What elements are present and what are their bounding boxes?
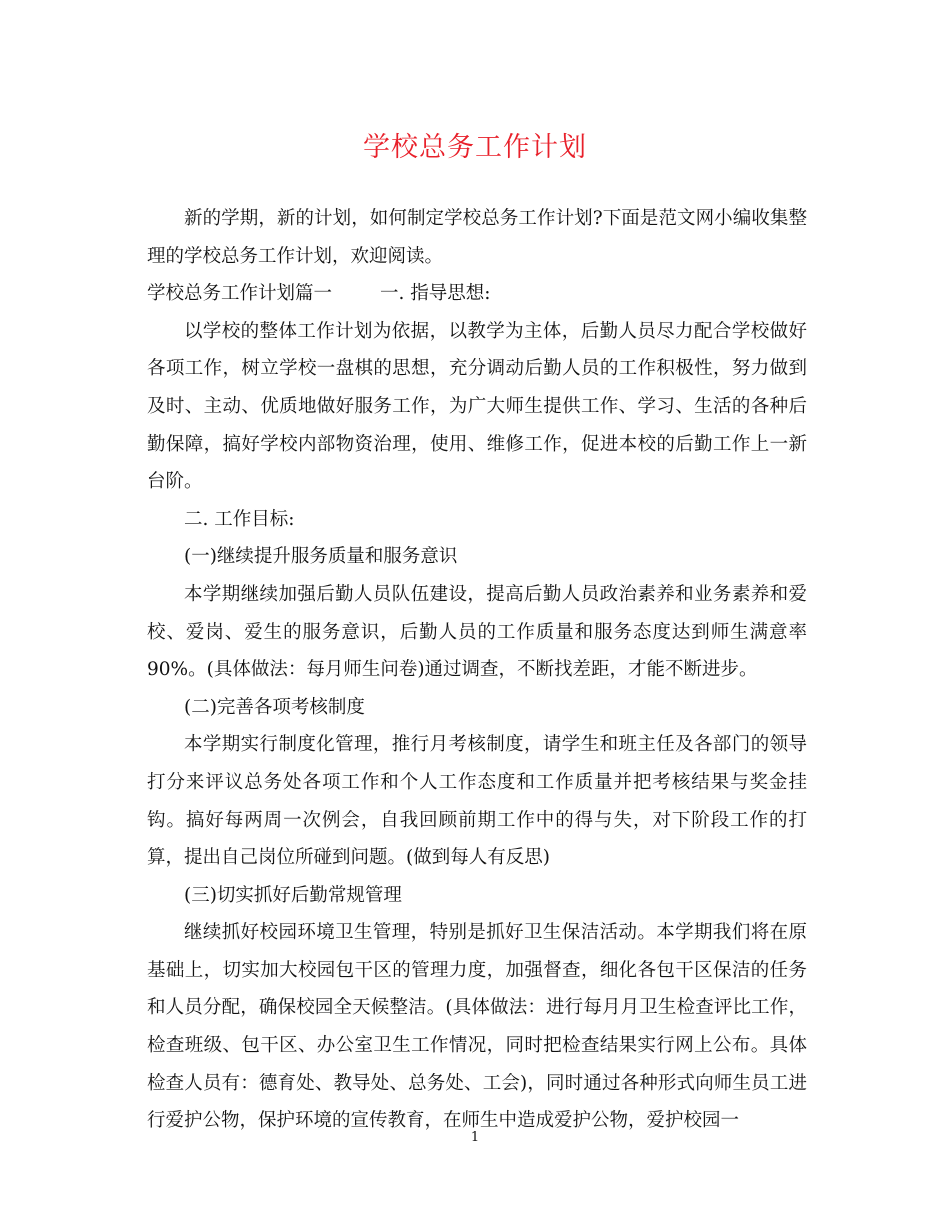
paragraph-subheading-3: (三)切实抓好后勤常规管理: [184, 884, 402, 906]
section-heading-label: 学校总务工作计划篇一: [147, 283, 333, 305]
paragraph-service-quality: 本学期继续加强后勤人员队伍建设，提高后勤人员政治素养和业务素养和爱校、爱岗、爱生的服务意识，后勤人员的工作质量和服务态度达到师生满意率90%。(具体做法：每月师生问卷)通过调查，不断找差距，才能不断进步。: [147, 583, 807, 681]
paragraph-work-goals-heading: 二. 工作目标:: [184, 508, 295, 530]
paragraph-subheading-1: (一)继续提升服务质量和服务意识: [184, 546, 458, 568]
paragraph-guiding-ideas: 以学校的整体工作计划为依据，以教学为主体，后勤人员尽力配合学校做好各项工作，树立学校一盘棋的思想，充分调动后勤人员的工作积极性，努力做到及时、主动、优质地做好服务工作，为广大师生提供工作、学习、生活的各种后勤保障，搞好学校内部物资治理，使用、维修工作，促进本校的后勤工作上一新台阶。: [147, 320, 807, 493]
paragraph-section-heading: [147, 275, 807, 313]
paragraph-routine-management: 继续抓好校园环境卫生管理，特别是抓好卫生保洁活动。本学期我们将在原基础上，切实加大校园包干区的管理力度，加强督查，细化各包干区保洁的任务和人员分配，确保校园全天候整洁。(具体做法：进行每月月卫生检查评比工作，检查班级、包干区、办公室卫生工作情况，同时把检查结果实行网上公布。具体检查人员有：德育处、教导处、总务处、工会)，同时通过各种形式向师生员工进行爱护公物，保护环境的宣传教育，在师生中造成爱护公物，爱护校园一: [147, 922, 807, 1132]
document-title: 学校总务工作计划: [363, 132, 587, 163]
paragraph-assessment: 本学期实行制度化管理，推行月考核制度，请学生和班主任及各部门的领导打分来评议总务处各项工作和个人工作态度和工作质量并把考核结果与奖金挂钩。搞好每两周一次例会，自我回顾前期工作中的得与失，对下阶段工作的打算，提出自己岗位所碰到问题。(做到每人有反思): [147, 734, 807, 869]
paragraph-intro: 新的学期，新的计划，如何制定学校总务工作计划?下面是范文网小编收集整理的学校总务工作计划，欢迎阅读。: [147, 208, 807, 267]
document-body: [147, 200, 807, 1140]
page-number: 1: [470, 1130, 480, 1145]
paragraph-subheading-2: (二)完善各项考核制度: [184, 696, 365, 718]
guiding-ideas-heading: 一. 指导思想:: [380, 283, 491, 305]
